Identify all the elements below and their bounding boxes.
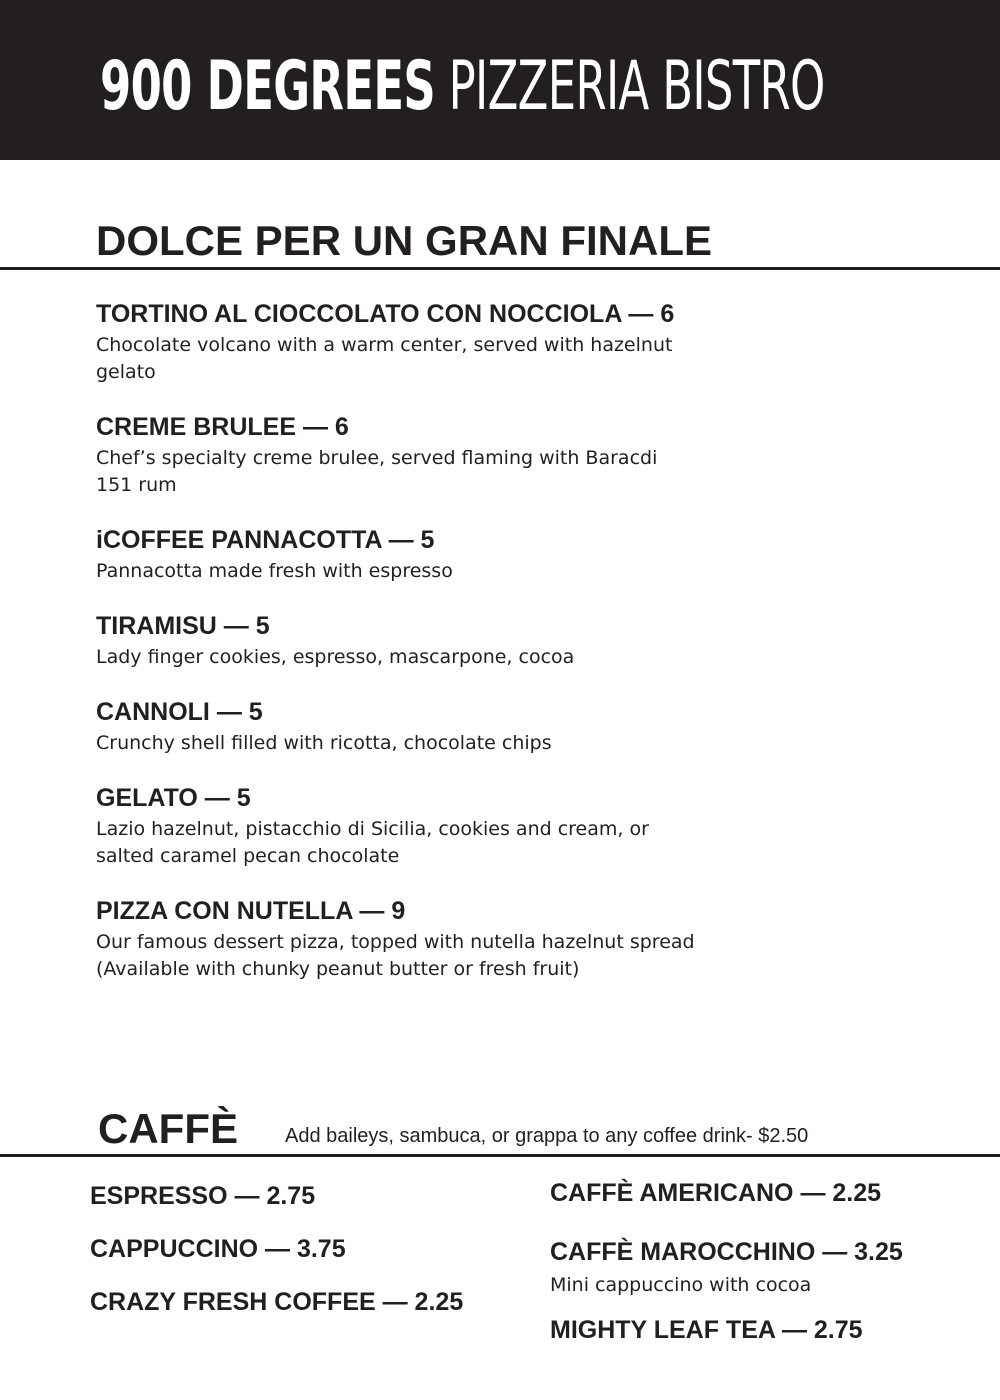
menu-item — [96, 296, 896, 386]
menu-item — [96, 608, 896, 671]
item-name: TIRAMISU — 5 — [96, 612, 270, 640]
drink-item: ESPRESSO — 2.75 — [90, 1182, 316, 1210]
item-name: GELATO — 5 — [96, 784, 251, 812]
dessert-section-title: DOLCE PER UN GRAN FINALE — [96, 217, 713, 264]
item-name: CANNOLI — 5 — [96, 698, 263, 726]
menu-item — [96, 780, 896, 870]
drink-description: Mini cappuccino with cocoa — [550, 1274, 812, 1296]
drink-item: CAFFÈ MAROCCHINO — 3.25 — [550, 1238, 903, 1266]
item-description-note: (Available with chunky peanut butter or fresh fruit) — [96, 958, 580, 980]
brand-bold: 900 DEGREES — [100, 47, 436, 126]
item-description: Lady finger cookies, espresso, mascarpone, cocoa — [96, 646, 575, 668]
menu-item — [96, 522, 896, 585]
caffe-addon-note: Add baileys, sambuca, or grappa to any coffee drink- $2.50 — [285, 1125, 809, 1147]
header-banner — [0, 0, 1000, 160]
drink-item: MIGHTY LEAF TEA — 2.75 — [550, 1316, 863, 1344]
item-description: Pannacotta made fresh with espresso — [96, 560, 453, 582]
item-description: Crunchy shell filled with ricotta, chocolate chips — [96, 732, 552, 754]
drink-item: CAPPUCCINO — 3.75 — [90, 1235, 346, 1263]
caffe-right-column — [550, 1175, 903, 1348]
drink-item: CRAZY FRESH COFFEE — 2.25 — [90, 1288, 464, 1316]
restaurant-name — [100, 42, 825, 132]
item-description: Our famous dessert pizza, topped with nutella hazelnut spread — [96, 931, 695, 953]
caffe-section-title: CAFFÈ — [98, 1105, 238, 1152]
item-description: Lazio hazelnut, pistacchio di Sicilia, cookies and cream, or salted caramel pecan chocolate — [96, 818, 649, 867]
item-name: CREME BRULEE — 6 — [96, 413, 349, 441]
caffe-divider — [0, 1154, 1000, 1157]
caffe-left-column — [90, 1178, 463, 1337]
brand-light: PIZZERIA BISTRO — [448, 47, 825, 126]
item-description: Chocolate volcano with a warm center, served with hazelnut gelato — [96, 334, 673, 383]
menu-item — [96, 893, 896, 983]
item-name: TORTINO AL CIOCCOLATO CON NOCCIOLA — 6 — [96, 300, 675, 328]
item-description: Chef’s specialty creme brulee, served flaming with Baracdi 151 rum — [96, 447, 658, 496]
menu-item — [96, 694, 896, 757]
dessert-list — [96, 296, 896, 1006]
item-name: iCOFFEE PANNACOTTA — 5 — [96, 526, 435, 554]
dessert-divider — [0, 267, 1000, 270]
menu-item — [96, 409, 896, 499]
item-name: PIZZA CON NUTELLA — 9 — [96, 897, 406, 925]
drink-item: CAFFÈ AMERICANO — 2.25 — [550, 1179, 882, 1207]
